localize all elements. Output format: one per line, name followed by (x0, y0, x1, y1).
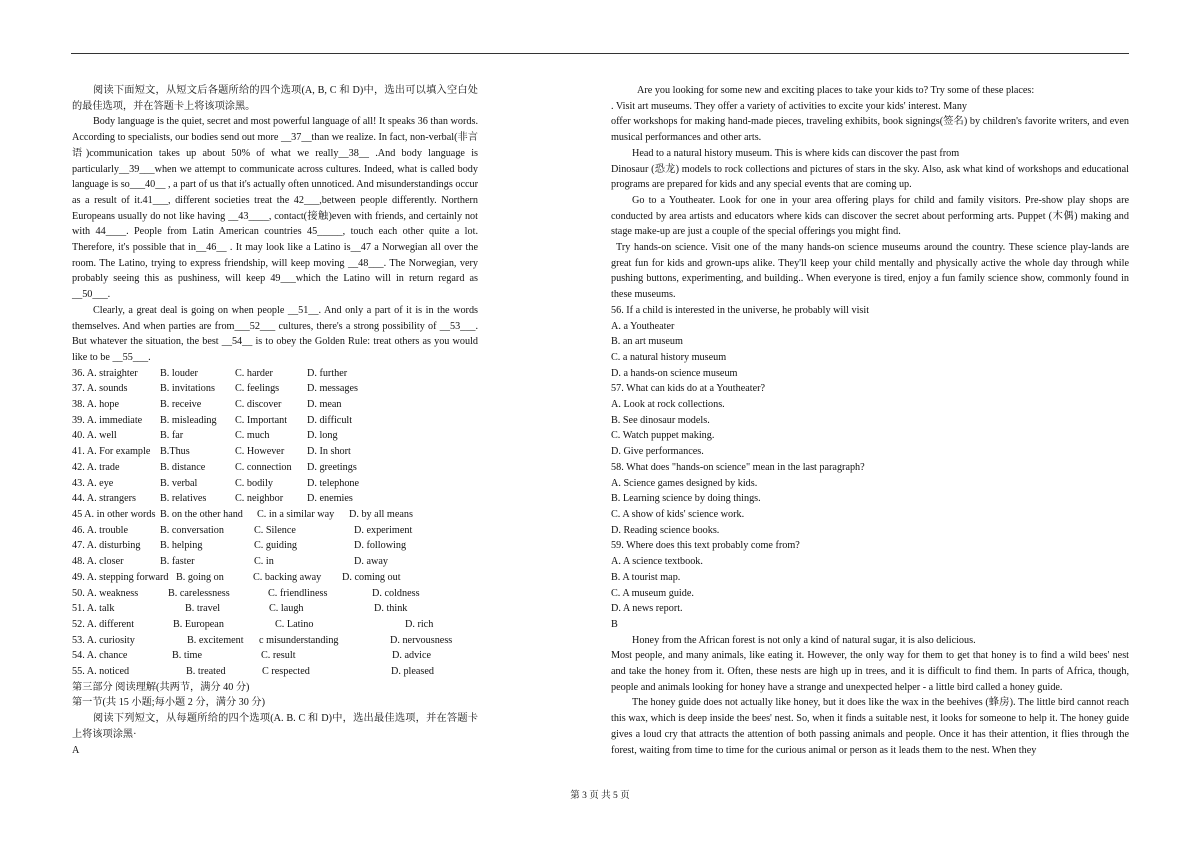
option-row: 53. A. curiosity B. excitement c misunderstanding D. nervousness (72, 634, 453, 646)
option-row: 38. A. hope B. receive C. discover D. mean (72, 399, 342, 411)
page-number: 第 3 页 共 5 页 (570, 791, 630, 801)
cloze-instructions: 阅读下面短文，从短文后各题所给的四个选项(A, B, C 和 D)中，选出可以填入空白处的最佳选项，并在答题卡上将该项涂黑。 (72, 85, 478, 112)
option-row: 44. A. strangers B. relatives C. neighbor D. enemies (72, 493, 353, 505)
option-row: 51. A. talk B. travel C. laugh D. think (72, 603, 408, 615)
option-row: 54. A. chance B. time C. result D. advice (72, 650, 432, 662)
question-line: A. a Youtheater (611, 320, 675, 332)
question-line: 57. What can kids do at a Youtheater? (611, 383, 765, 395)
passage-label-a: A (72, 744, 80, 756)
left-column (72, 83, 478, 758)
question-line: B. an art museum (611, 336, 683, 348)
option-row: 47. A. disturbing B. helping C. guiding D. following (72, 540, 407, 552)
option-row: 52. A. different B. European C. Latino D. rich (72, 618, 434, 630)
question-line: D. Give performances. (611, 446, 704, 458)
passage-a-history: Dinosaur (恐龙) models to rock collections and pictures of stars in the sky. Also, ask what kind of workshops and educational programs are prepared for kids and any special events that are coming up. (611, 163, 1129, 191)
question-line: D. A news report. (611, 603, 683, 615)
question-line: B. See dinosaur models. (611, 414, 710, 426)
question-line: D. a hands-on science museum (611, 367, 738, 379)
option-row: 45 A. in other words B. on the other hand C. in a similar way D. by all means (72, 508, 413, 520)
passage-b-paragraph-2: The honey guide does not actually like honey, but it does like the wax in the beehives (蜂房). The little bird cannot reach this wax, which is deep inside the bees' nest. So, when it finds a suitable nest, it looks for someone to help it. The honey guide gives a loud cry that attracts the attention of both passing animals and people. Once it has their attention, it flies through the forest, waiting from time to time for the curious animal or person as it leads them to the nest. When they (611, 697, 1129, 756)
passage-a-science: Try hands-on science. Visit one of the many hands-on science museums around the country. These science play-lands are great fun for kids and grown-ups alike. They'll keep your child mentally and physically active the whole day through while pushing buttons, experimenting, and building.. When everyone is tired, enjoy a fun family science show, commonly found in these museums. (611, 242, 1129, 301)
passage-a-youtheater: Go to a Youtheater. Look for one in your area offering plays for child and family visitors. Pre-show play shops are conducted by area artists and educators where kids can discover the secret about performing arts. Puppet (木偶) making and stage make-up are just a couple of the special offerings you might find. (611, 194, 1129, 238)
top-rule (71, 53, 1129, 54)
option-row: 39. A. immediate B. misleading C. Important D. difficult (72, 414, 353, 426)
right-column (611, 83, 1129, 758)
cloze-options (72, 366, 478, 680)
question-line: 59. Where does this text probably come from? (611, 540, 800, 552)
option-row: 36. A. straighter B. louder C. harder D. further (72, 367, 348, 379)
option-row: 55. A. noticed B. treated C respected D. pleased (72, 666, 434, 678)
question-line: B. Learning science by doing things. (611, 493, 761, 505)
passage-b-intro: Honey from the African forest is not only a kind of natural sugar, it is also delicious. (632, 634, 976, 646)
passage-a-intro: Are you looking for some new and exciting places to take your kids to? Try some of these places: (637, 85, 1035, 96)
option-row: 50. A. weakness B. carelessness C. friendliness D. coldness (72, 587, 420, 599)
question-line: C. a natural history museum (611, 351, 727, 363)
option-row: 49. A. stepping forward B. going on C. backing away D. coming out (72, 571, 401, 583)
cloze-paragraph-2: Clearly, a great deal is going on when people __51__. And only a part of it is in the words themselves. And when parties are from___52___ cultures, there's a strong possibility of __53___. But whatever the situation, the best __54__ is to obey the Golden Rule: treat others as you would like to be __55___. (72, 304, 478, 363)
question-line: D. Reading science books. (611, 524, 720, 536)
question-line: C. A show of kids' science work. (611, 508, 745, 520)
reading-instructions: 阅读下列短文，从每题所给的四个选项(A. B. C 和 D)中，选出最佳选项，并在答题卡上将该项涂黑· (72, 713, 478, 740)
option-row: 37. A. sounds B. invitations C. feelings D. messages (72, 383, 358, 395)
option-row: 46. A. trouble B. conversation C. Silence D. experiment (72, 524, 413, 536)
passage-a-art-lead: . Visit art museums. They offer a variety of activities to excite your kids' interest. Many (611, 100, 968, 112)
cloze-paragraph-1: Body language is the quiet, secret and most powerful language of all! It speaks 36 than words. According to specialists, our bodies send out more __37__than we realize. In fact, non-verbal(非言语)communication takes up about 50% of what we really__38__ .And body language is particularly__39___when we attempt to communicate across cultures. Indeed, what is called body language is so___40__ , a part of us that it's actually often unnoticed. And misunderstandings occur as a result of it.41___, different societies treat the 42___,between people differently. Northern Europeans usually do not like having __43____, contact(接触)even with friends, and certainly not with 44____. People from Latin American countries 45_____, touch each other quite a lot. Therefore, it's possible that in__46__ . It may look like a Latino is__47 a Norwegian all over the room. The Latino, trying to express friendship, will keep moving __48___. The Norwegian, very probably seeing this as pushiness, will keep 49___which the Latino will in return regard as __50___. (72, 116, 478, 301)
question-line: C. A museum guide. (611, 587, 694, 599)
question-line: B. A tourist map. (611, 571, 681, 583)
option-row: 43. A. eye B. verbal C. bodily D. telephone (72, 477, 360, 489)
question-line: A. A science textbook. (611, 556, 703, 568)
passage-label-b: B (611, 618, 618, 630)
passage-a-art: offer workshops for making hand-made pieces, traveling exhibits, book signings(签名) by children's favorite writers, and even musical performances and other arts. (611, 116, 1129, 144)
section-3-heading: 第三部分 阅读理解(共两节，满分 40 分) (72, 681, 250, 693)
question-line: A. Look at rock collections. (611, 399, 725, 411)
option-row: 41. A. For example B.Thus C. However D. In short (72, 446, 351, 458)
passage-b-paragraph-1: Most people, and many animals, like eating it. However, the only way for them to get that honey is to find a wild bees' nest and take the honey from it. Often, these nests are high up in trees, and it is difficult to find them. In parts of Africa, though, people and animals looking for honey have a strange and unexpected helper - a little bird called a honey guide. (611, 650, 1129, 693)
question-line: 58. What does "hands-on science" mean in the last paragraph? (611, 461, 865, 473)
option-row: 48. A. closer B. faster C. in D. away (72, 556, 388, 568)
section-3-subheading: 第一节(共 15 小题;每小题 2 分，满分 30 分) (72, 697, 265, 709)
question-line: C. Watch puppet making. (611, 430, 715, 442)
reading-questions (611, 303, 1129, 633)
question-line: A. Science games designed by kids. (611, 477, 758, 489)
question-line: 56. If a child is interested in the universe, he probably will visit (611, 304, 870, 316)
option-row: 40. A. well B. far C. much D. long (72, 430, 338, 442)
passage-a-history-lead: Head to a natural history museum. This is where kids can discover the past from (632, 147, 960, 159)
option-row: 42. A. trade B. distance C. connection D. greetings (72, 461, 357, 473)
